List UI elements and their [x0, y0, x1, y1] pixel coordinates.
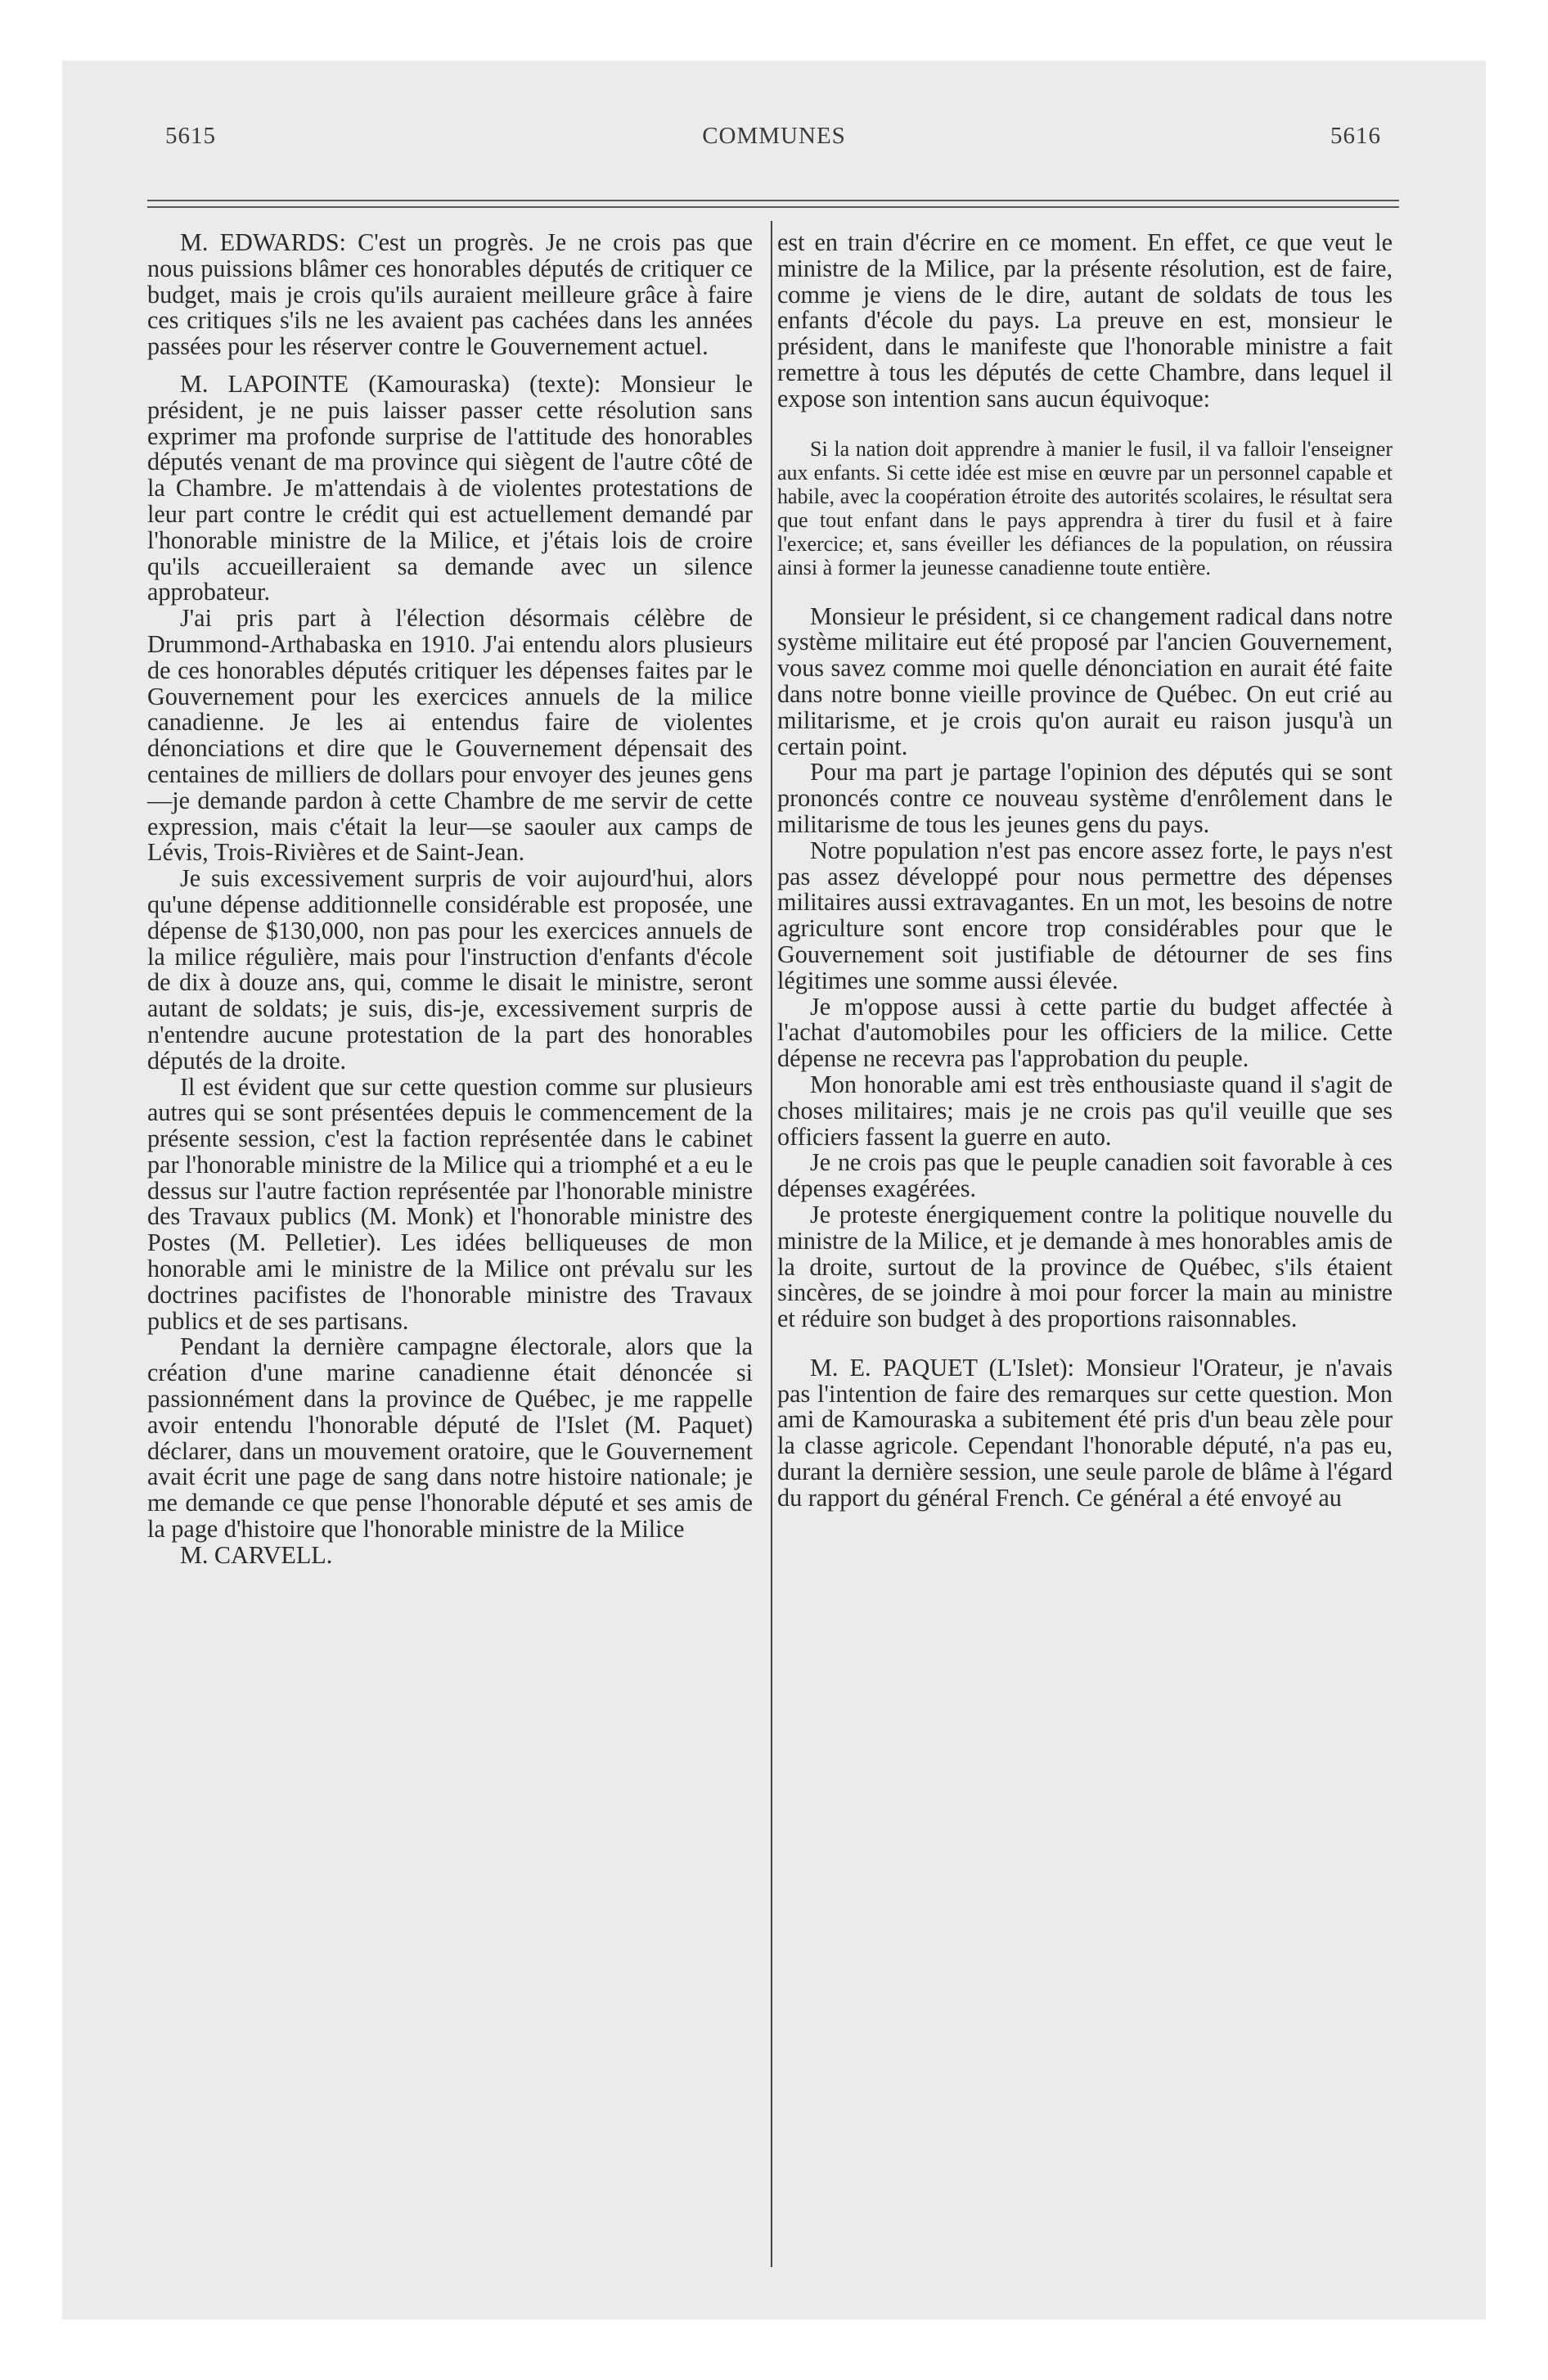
paragraph-edwards: M. EDWARDS: C'est un progrès. Je ne crois pas que nous puissions blâmer ces honorables députés de critiquer ce budget, mais je crois qu'ils auraient meilleure grâce à faire ces critiques s'ils ne les avaient pas cachées dans les années passées pour les réserver contre le Gouvernement actuel.	[147, 228, 753, 361]
paragraph-campagne: Pendant la dernière campagne électorale, alors que la création d'une marine canadienne était dénoncée si passionnément dans la province de Québec, je me rappelle avoir entendu l'honorable député de l'Islet (M. Paquet) déclarer, dans un mouvement oratoire, que le Gouvernement avait écrit une page de sang dans notre histoire nationale; je me demande ce que pense l'honorable député et ses amis de la page d'histoire que l'honorable ministre de la Milice	[147, 1332, 753, 1544]
paragraph-opinion: Pour ma part je partage l'opinion des députés qui se sont prononcés contre ce nouveau système d'enrôlement dans le militarisme de tous les jeunes gens du pays.	[777, 758, 1393, 838]
right-page-number: 5616	[1330, 123, 1381, 149]
paragraph-changement: Monsieur le président, si ce changement radical dans notre système militaire eut été proposé par l'ancien Gouvernement, vous savez comme moi quelle dénonciation en aurait été faite dans notre bonne vieille province de Québec. On eut crié au militarisme, et je crois qu'on aurait eu raison jusqu'à un certain point.	[777, 602, 1393, 760]
left-page-number: 5615	[165, 123, 216, 149]
left-column	[147, 230, 753, 1569]
speaker-carvell: M. CARVELL.	[180, 1540, 333, 1569]
paragraph-faction: Il est évident que sur cette question comme sur plusieurs autres qui se sont présentées depuis le commencement de la présente session, c'est la faction représentée dans le cabinet par l'honorable ministre de la Milice qui a triomphé et a eu le dessus sur l'autre faction représentée par l'honorable ministre des Travaux publics (M. Monk) et l'honorable ministre des Postes (M. Pelletier). Les idées belliqueuses de mon honorable ami le ministre de la Milice ont prévalu sur les doctrines pacifistes de l'honorable ministre des Travaux publics et de ses partisans.	[147, 1072, 753, 1335]
paragraph-paquet: M. E. PAQUET (L'Islet): Monsieur l'Orateur, je n'avais pas l'intention de faire des remarques sur cette question. Mon ami de Kamouraska a subitement été pris d'un beau zèle pour la classe agricole. Cependant l'honorable député, n'a pas eu, durant la dernière session, une seule parole de blâme à l'égard du rapport du général French. Ce général a été envoyé au	[777, 1353, 1393, 1512]
paragraph-surprise: Je suis excessivement surpris de voir aujourd'hui, alors qu'une dépense additionnelle considérable est proposée, une dépense de $130,000, non pas pour les exercices annuels de la milice régulière, mais pour l'instruction d'enfants d'école de dix à douze ans, qui, comme le disait le ministre, seront autant de soldats; je suis, dis-je, excessivement surpris de n'entendre aucune protestation de la part des honorables députés de la droite.	[147, 864, 753, 1075]
manifesto-quote: Si la nation doit apprendre à manier le fusil, il va falloir l'enseigner aux enfants. Si cette idée est mise en œuvre par un personnel capable et habile, avec la coopération étroite des autorités scolaires, le résultat sera que tout enfant dans le pays apprendra à tirer du fusil et à faire l'exercice; et, sans éveiller les défiances de la population, on réussira ainsi à former la jeunesse canadienne toute entière.	[777, 436, 1393, 579]
paragraph-proteste: Je proteste énergiquement contre la politique nouvelle du ministre de la Milice, et je demande à mes honorables amis de la droite, surtout de la province de Québec, s'ils étaient sincères, de se joindre à moi pour forcer la main au ministre et réduire son budget à des proportions raisonnables.	[777, 1200, 1393, 1333]
header-rule-bottom	[147, 206, 1399, 208]
paragraph-lapointe-intro: M. LAPOINTE (Kamouraska) (texte): Monsieur le président, je ne puis laisser passer cette résolution sans exprimer ma profonde surprise de l'attitude des honorables députés venant de ma province qui siègent de l'autre côté de la Chambre. Je m'attendais à de violentes protestations de leur part contre le crédit qui est actuellement demandé par l'honorable ministre de la Milice, et j'étais lois de croire qu'ils accueilleraient sa demande avec un silence approbateur.	[147, 369, 753, 606]
paragraph-continuation: est en train d'écrire en ce moment. En effet, ce que veut le ministre de la Milice, par la présente résolution, est de faire, comme je viens de le dire, autant de soldats de tous les enfants d'école du pays. La preuve en est, monsieur le président, dans le manifeste que l'honorable ministre a fait remettre à tous les députés de cette Chambre, dans lequel il expose son intention sans aucun équivoque:	[777, 228, 1393, 412]
paragraph-automobiles: Je m'oppose aussi à cette partie du budget affectée à l'achat d'automobiles pour les officiers de la milice. Cette dépense ne recevra pas l'approbation du peuple.	[777, 992, 1393, 1073]
right-column	[777, 230, 1393, 1512]
paragraph-peuple: Je ne crois pas que le peuple canadien soit favorable à ces dépenses exagérées.	[777, 1148, 1393, 1203]
header-rule-top	[147, 200, 1399, 201]
paragraph-enthousiaste: Mon honorable ami est très enthousiaste quand il s'agit de choses militaires; mais je ne crois pas qu'il veuille que ses officiers fassent la guerre en auto.	[777, 1070, 1393, 1151]
paragraph-population: Notre population n'est pas encore assez forte, le pays n'est pas assez développé pour nous permettre des dépenses militaires aussi extravagantes. En un mot, les besoins de notre agriculture sont encore trop considérables pour que le Gouvernement soit justifiable de détourner de ses fins légitimes une somme aussi élevée.	[777, 836, 1393, 994]
running-title: COMMUNES	[702, 123, 846, 149]
column-divider	[771, 221, 772, 2267]
paragraph-drummond: J'ai pris part à l'élection désormais célèbre de Drummond-Arthabaska en 1910. J'ai entendu alors plusieurs de ces honorables députés critiquer les dépenses faites par le Gouvernement pour les exercices annuels de la milice canadienne. Je les ai entendus faire de violentes dénonciations et dire que le Gouvernement dépensait des centaines de milliers de dollars pour envoyer des jeunes gens—je demande pardon à cette Chambre de me servir de cette expression, mais c'était la leur—se saouler aux camps de Lévis, Trois-Rivières et de Saint-Jean.	[147, 604, 753, 867]
